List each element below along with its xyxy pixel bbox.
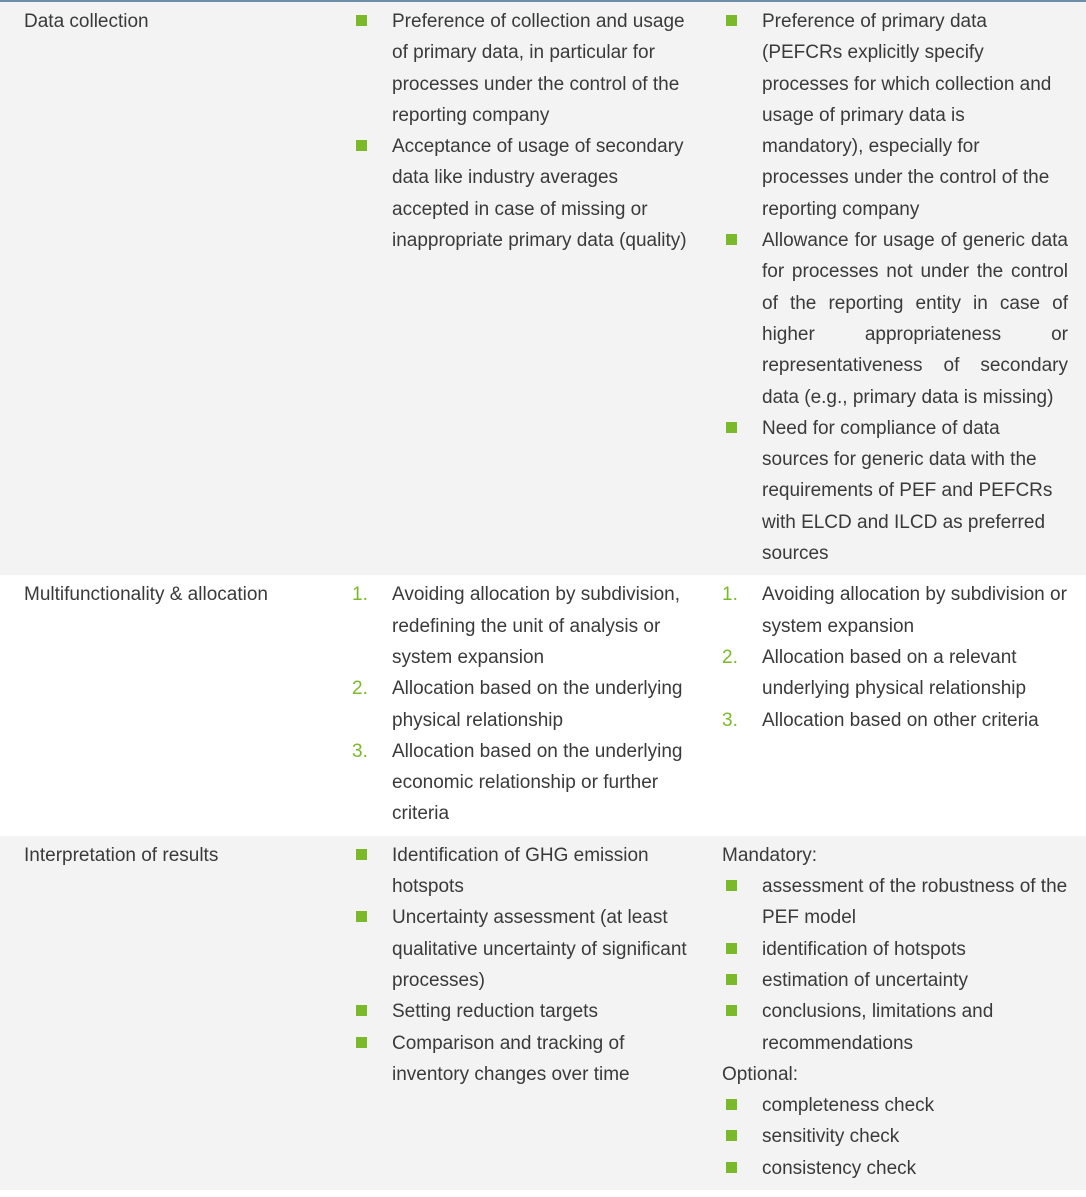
- list-item: sensitivity check: [710, 1121, 1068, 1152]
- list-number: 3.: [352, 740, 368, 762]
- list-item: 1. Avoiding allocation by subdivision or system expansion: [710, 579, 1068, 642]
- list-number: 2.: [722, 646, 738, 668]
- square-bullet-icon: [726, 1162, 737, 1173]
- list-item: 2. Allocation based on the underlying physical relationship: [340, 673, 688, 736]
- row-label: Data collection: [0, 2, 340, 575]
- table-row-interpretation: [0, 836, 1086, 1190]
- square-bullet-icon: [726, 1099, 737, 1110]
- list-item: Allowance for usage of generic data for processes not under the control of the reporting entity in case of higher appropriateness or representativeness of secondary data (e.g., primary data is missing): [710, 225, 1068, 413]
- square-bullet-icon: [356, 140, 367, 151]
- pef-cell: [710, 575, 1086, 835]
- bullet-list: [340, 6, 688, 256]
- square-bullet-icon: [356, 1037, 367, 1048]
- list-item: identification of hotspots: [710, 934, 1068, 965]
- list-item: 3. Allocation based on the underlying economic relationship or further criteria: [340, 736, 688, 830]
- square-bullet-icon: [726, 15, 737, 26]
- row-label: Interpretation of results: [0, 836, 340, 1190]
- square-bullet-icon: [726, 422, 737, 433]
- table-row-multifunctionality: [0, 575, 1086, 835]
- square-bullet-icon: [726, 880, 737, 891]
- square-bullet-icon: [356, 911, 367, 922]
- square-bullet-icon: [726, 974, 737, 985]
- list-number: 3.: [722, 709, 738, 731]
- list-item: Setting reduction targets: [340, 996, 688, 1027]
- ghg-protocol-cell: [340, 2, 710, 575]
- bullet-list: [710, 871, 1068, 1059]
- bullet-list: [710, 1090, 1068, 1184]
- square-bullet-icon: [726, 943, 737, 954]
- list-item: assessment of the robustness of the PEF model: [710, 871, 1068, 934]
- list-item: Preference of primary data (PEFCRs explicitly specify processes for which collection and usage of primary data is mandatory), especially for processes under the control of the reporting company: [710, 6, 1068, 225]
- square-bullet-icon: [356, 849, 367, 860]
- ghg-protocol-cell: [340, 575, 710, 835]
- table-row-data-collection: [0, 2, 1086, 575]
- list-item: conclusions, limitations and recommendations: [710, 996, 1068, 1059]
- list-item: completeness check: [710, 1090, 1068, 1121]
- numbered-list: [710, 579, 1068, 735]
- list-item: Preference of collection and usage of primary data, in particular for processes under the control of the reporting company: [340, 6, 688, 131]
- pef-cell: [710, 836, 1086, 1190]
- square-bullet-icon: [726, 1005, 737, 1016]
- square-bullet-icon: [726, 234, 737, 245]
- list-item: Comparison and tracking of inventory changes over time: [340, 1028, 688, 1091]
- mandatory-heading: Mandatory:: [722, 844, 818, 866]
- optional-heading: Optional:: [722, 1063, 799, 1085]
- square-bullet-icon: [356, 15, 367, 26]
- comparison-table: [0, 2, 1086, 1190]
- list-item: Uncertainty assessment (at least qualitative uncertainty of significant processes): [340, 902, 688, 996]
- list-item: Need for compliance of data sources for generic data with the requirements of PEF and PEFCRs with ELCD and ILCD as preferred sources: [710, 413, 1068, 569]
- ghg-protocol-cell: [340, 836, 710, 1190]
- pef-cell: [710, 2, 1086, 575]
- list-item: consistency check: [710, 1153, 1068, 1184]
- list-item: 2. Allocation based on a relevant underlying physical relationship: [710, 642, 1068, 705]
- square-bullet-icon: [356, 1005, 367, 1016]
- row-label: Multifunctionality & allocation: [24, 584, 268, 606]
- numbered-list: [340, 579, 688, 829]
- square-bullet-icon: [726, 1130, 737, 1141]
- list-item: estimation of uncertainty: [710, 965, 1068, 996]
- list-item: Identification of GHG emission hotspots: [340, 840, 688, 903]
- list-item: 3. Allocation based on other criteria: [710, 705, 1068, 736]
- list-item: Acceptance of usage of secondary data like industry averages accepted in case of missing or inappropriate primary data (quality): [340, 131, 688, 256]
- list-number: 2.: [352, 678, 368, 700]
- list-number: 1.: [722, 584, 738, 606]
- list-item: 1. Avoiding allocation by subdivision, redefining the unit of analysis or system expansion: [340, 579, 688, 673]
- bullet-list: [340, 840, 688, 1090]
- bullet-list: [710, 6, 1068, 569]
- list-number: 1.: [352, 584, 368, 606]
